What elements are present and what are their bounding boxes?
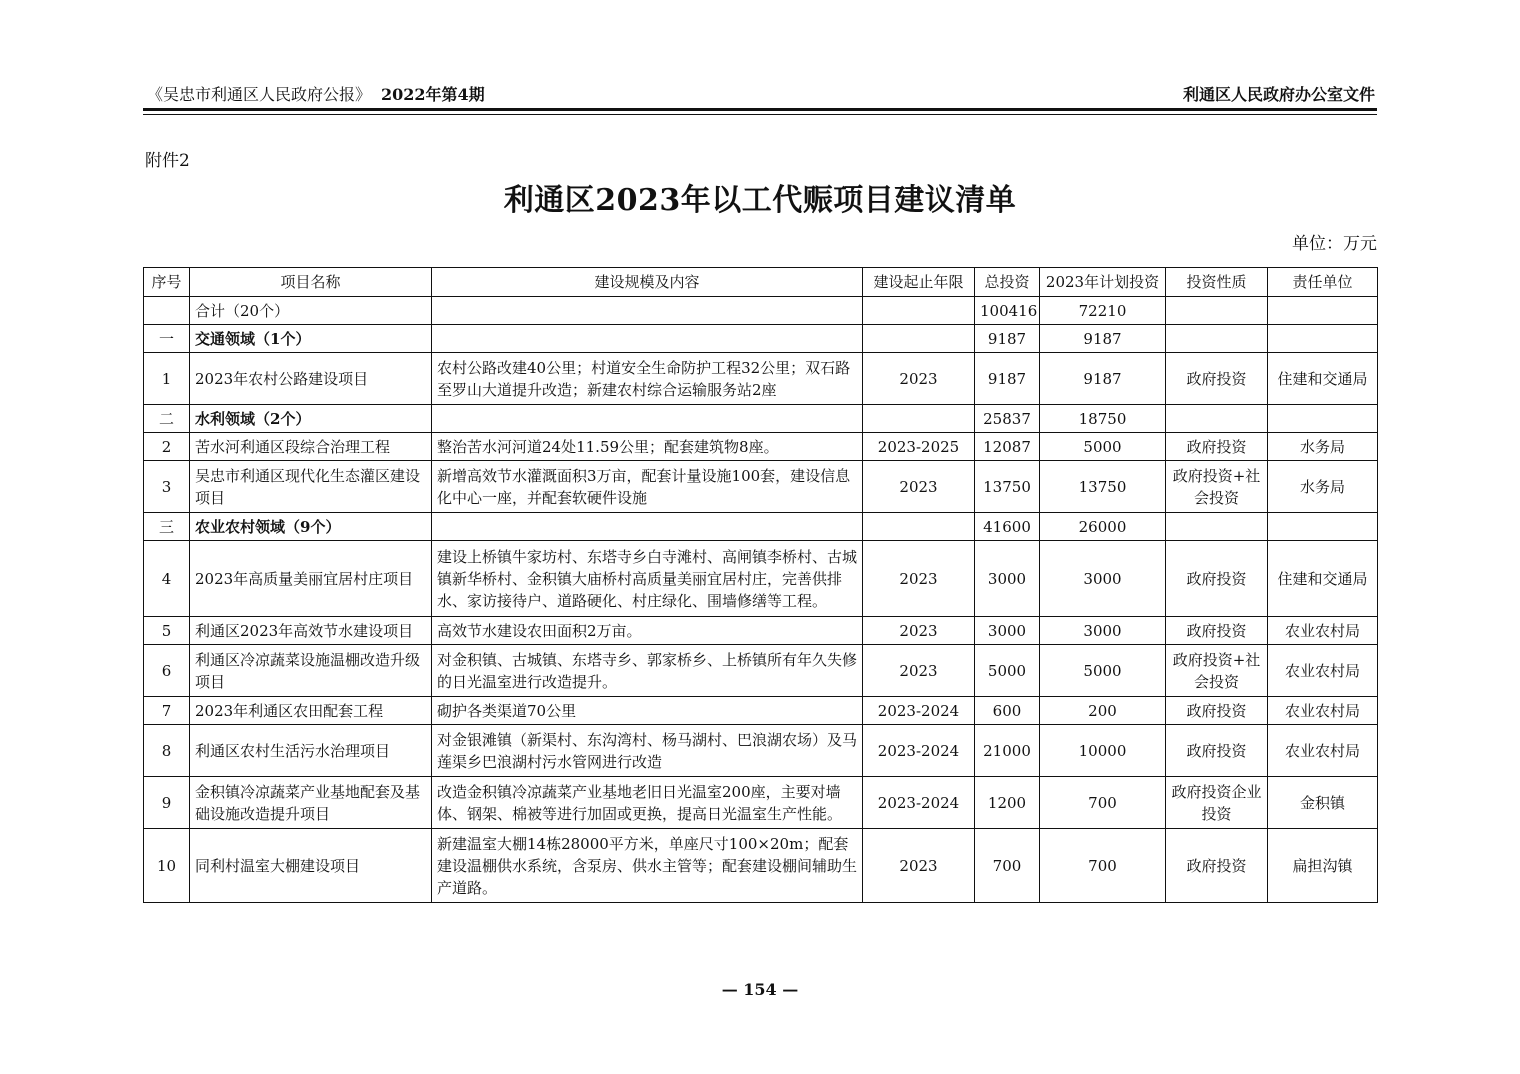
cell-nature: 政府投资 xyxy=(1166,433,1268,461)
table-row xyxy=(144,617,1378,645)
cell-unit xyxy=(1268,325,1378,353)
table-row xyxy=(144,461,1378,513)
cell-total: 600 xyxy=(975,697,1040,725)
cell-no: 10 xyxy=(144,829,190,903)
cell-content: 整治苦水河河道24处11.59公里；配套建筑物8座。 xyxy=(432,433,863,461)
cell-content: 砌护各类渠道70公里 xyxy=(432,697,863,725)
cell-total: 700 xyxy=(975,829,1040,903)
cell-period: 2023-2025 xyxy=(863,433,975,461)
cell-total: 5000 xyxy=(975,645,1040,697)
cell-period xyxy=(863,297,975,325)
cell-total: 25837 xyxy=(975,405,1040,433)
cell-name: 2023年农村公路建设项目 xyxy=(190,353,432,405)
cell-plan: 5000 xyxy=(1040,433,1166,461)
cell-period: 2023-2024 xyxy=(863,697,975,725)
cell-content: 农村公路改建40公里；村道安全生命防护工程32公里；双石路至罗山大道提升改造；新建农村综合运输服务站2座 xyxy=(432,353,863,405)
cell-nature xyxy=(1166,513,1268,541)
header-rule-thick xyxy=(143,108,1377,111)
cell-unit: 住建和交通局 xyxy=(1268,541,1378,617)
cell-total: 12087 xyxy=(975,433,1040,461)
col-header-content: 建设规模及内容 xyxy=(432,268,863,297)
cell-content xyxy=(432,325,863,353)
cell-content: 对金银滩镇（新渠村、东沟湾村、杨马湖村、巴浪湖农场）及马莲渠乡巴浪湖村污水管网进行改造 xyxy=(432,725,863,777)
table-row xyxy=(144,405,1378,433)
cell-no: 2 xyxy=(144,433,190,461)
cell-period: 2023 xyxy=(863,829,975,903)
cell-nature: 政府投资 xyxy=(1166,725,1268,777)
cell-name: 利通区2023年高效节水建设项目 xyxy=(190,617,432,645)
cell-total: 1200 xyxy=(975,777,1040,829)
cell-plan: 13750 xyxy=(1040,461,1166,513)
cell-nature: 政府投资 xyxy=(1166,829,1268,903)
col-header-unit: 责任单位 xyxy=(1268,268,1378,297)
cell-name: 吴忠市利通区现代化生态灌区建设项目 xyxy=(190,461,432,513)
cell-unit: 农业农村局 xyxy=(1268,645,1378,697)
table-row xyxy=(144,353,1378,405)
cell-period xyxy=(863,405,975,433)
col-header-nature: 投资性质 xyxy=(1166,268,1268,297)
col-header-total: 总投资 xyxy=(975,268,1040,297)
cell-no: 二 xyxy=(144,405,190,433)
col-header-name: 项目名称 xyxy=(190,268,432,297)
cell-nature: 政府投资+社会投资 xyxy=(1166,645,1268,697)
cell-plan: 700 xyxy=(1040,777,1166,829)
cell-no: 9 xyxy=(144,777,190,829)
cell-name: 苦水河利通区段综合治理工程 xyxy=(190,433,432,461)
cell-content: 改造金积镇冷凉蔬菜产业基地老旧日光温室200座，主要对墙体、钢架、棉被等进行加固或更换，提高日光温室生产性能。 xyxy=(432,777,863,829)
cell-total: 13750 xyxy=(975,461,1040,513)
cell-period: 2023 xyxy=(863,617,975,645)
table-row xyxy=(144,297,1378,325)
cell-name: 利通区农村生活污水治理项目 xyxy=(190,725,432,777)
cell-content: 新建温室大棚14栋28000平方米，单座尺寸100×20m；配套建设温棚供水系统，含泵房、供水主管等；配套建设棚间辅助生产道路。 xyxy=(432,829,863,903)
cell-period xyxy=(863,325,975,353)
col-header-plan: 2023年计划投资 xyxy=(1040,268,1166,297)
cell-plan: 5000 xyxy=(1040,645,1166,697)
cell-period: 2023 xyxy=(863,541,975,617)
cell-name: 合计（20个） xyxy=(190,297,432,325)
page-header xyxy=(143,78,1377,108)
cell-plan: 18750 xyxy=(1040,405,1166,433)
cell-nature: 政府投资 xyxy=(1166,697,1268,725)
cell-plan: 3000 xyxy=(1040,617,1166,645)
cell-plan: 9187 xyxy=(1040,353,1166,405)
cell-unit: 水务局 xyxy=(1268,461,1378,513)
cell-nature xyxy=(1166,297,1268,325)
cell-unit: 农业农村局 xyxy=(1268,725,1378,777)
cell-nature: 政府投资 xyxy=(1166,617,1268,645)
table-row xyxy=(144,777,1378,829)
cell-plan: 72210 xyxy=(1040,297,1166,325)
cell-unit xyxy=(1268,297,1378,325)
cell-plan: 10000 xyxy=(1040,725,1166,777)
cell-period: 2023 xyxy=(863,461,975,513)
cell-unit: 农业农村局 xyxy=(1268,617,1378,645)
cell-name: 水利领域（2个） xyxy=(190,405,432,433)
cell-content xyxy=(432,297,863,325)
cell-period: 2023-2024 xyxy=(863,725,975,777)
issuing-office: 利通区人民政府办公室文件 xyxy=(1182,85,1375,104)
col-header-period: 建设起止年限 xyxy=(863,268,975,297)
document-title: 利通区2023年以工代赈项目建议清单 xyxy=(503,183,1017,218)
table-header-row xyxy=(144,268,1378,297)
table-row xyxy=(144,541,1378,617)
attachment-label: 附件2 xyxy=(145,151,190,171)
page-number: — 154 — xyxy=(721,980,799,999)
journal-issue: 2022年第4期 xyxy=(381,85,485,104)
cell-period: 2023 xyxy=(863,645,975,697)
cell-unit: 住建和交通局 xyxy=(1268,353,1378,405)
cell-no: 7 xyxy=(144,697,190,725)
table-row xyxy=(144,325,1378,353)
cell-plan: 200 xyxy=(1040,697,1166,725)
cell-total: 9187 xyxy=(975,353,1040,405)
cell-plan: 9187 xyxy=(1040,325,1166,353)
table-row xyxy=(144,725,1378,777)
journal-title xyxy=(147,82,485,105)
cell-total: 3000 xyxy=(975,617,1040,645)
table-body xyxy=(144,297,1378,903)
journal-name: 《吴忠市利通区人民政府公报》 xyxy=(147,85,372,104)
cell-no: 5 xyxy=(144,617,190,645)
cell-name: 交通领域（1个） xyxy=(190,325,432,353)
cell-plan: 26000 xyxy=(1040,513,1166,541)
cell-plan: 700 xyxy=(1040,829,1166,903)
cell-unit: 农业农村局 xyxy=(1268,697,1378,725)
cell-content: 建设上桥镇牛家坊村、东塔寺乡白寺滩村、高闸镇李桥村、古城镇新华桥村、金积镇大庙桥村高质量美丽宜居村庄，完善供排水、家访接待户、道路硬化、村庄绿化、围墙修缮等工程。 xyxy=(432,541,863,617)
cell-nature: 政府投资企业投资 xyxy=(1166,777,1268,829)
cell-no: 3 xyxy=(144,461,190,513)
cell-total: 3000 xyxy=(975,541,1040,617)
cell-no: 一 xyxy=(144,325,190,353)
cell-name: 金积镇冷凉蔬菜产业基地配套及基础设施改造提升项目 xyxy=(190,777,432,829)
cell-content xyxy=(432,513,863,541)
cell-no: 4 xyxy=(144,541,190,617)
table-row xyxy=(144,433,1378,461)
cell-no: 6 xyxy=(144,645,190,697)
cell-unit: 扁担沟镇 xyxy=(1268,829,1378,903)
cell-nature: 政府投资+社会投资 xyxy=(1166,461,1268,513)
col-header-no: 序号 xyxy=(144,268,190,297)
cell-name: 2023年利通区农田配套工程 xyxy=(190,697,432,725)
cell-no: 1 xyxy=(144,353,190,405)
cell-name: 同利村温室大棚建设项目 xyxy=(190,829,432,903)
cell-name: 2023年高质量美丽宜居村庄项目 xyxy=(190,541,432,617)
cell-total: 21000 xyxy=(975,725,1040,777)
unit-label: 单位：万元 xyxy=(1292,234,1377,254)
cell-no: 三 xyxy=(144,513,190,541)
cell-content: 高效节水建设农田面积2万亩。 xyxy=(432,617,863,645)
cell-name: 利通区冷凉蔬菜设施温棚改造升级项目 xyxy=(190,645,432,697)
cell-total: 9187 xyxy=(975,325,1040,353)
table-row xyxy=(144,697,1378,725)
cell-nature: 政府投资 xyxy=(1166,541,1268,617)
cell-content: 新增高效节水灌溉面积3万亩，配套计量设施100套，建设信息化中心一座，并配套软硬件设施 xyxy=(432,461,863,513)
table-row xyxy=(144,645,1378,697)
cell-total: 41600 xyxy=(975,513,1040,541)
cell-unit xyxy=(1268,513,1378,541)
cell-plan: 3000 xyxy=(1040,541,1166,617)
cell-content xyxy=(432,405,863,433)
cell-nature xyxy=(1166,325,1268,353)
cell-nature xyxy=(1166,405,1268,433)
cell-nature: 政府投资 xyxy=(1166,353,1268,405)
cell-period: 2023-2024 xyxy=(863,777,975,829)
table-row xyxy=(144,513,1378,541)
cell-no xyxy=(144,297,190,325)
cell-no: 8 xyxy=(144,725,190,777)
cell-unit xyxy=(1268,405,1378,433)
cell-content: 对金积镇、古城镇、东塔寺乡、郭家桥乡、上桥镇所有年久失修的日光温室进行改造提升。 xyxy=(432,645,863,697)
cell-period xyxy=(863,513,975,541)
cell-name: 农业农村领域（9个） xyxy=(190,513,432,541)
header-rule-thin xyxy=(143,114,1377,115)
table-row xyxy=(144,829,1378,903)
cell-period: 2023 xyxy=(863,353,975,405)
cell-unit: 水务局 xyxy=(1268,433,1378,461)
cell-total: 100416 xyxy=(975,297,1040,325)
cell-unit: 金积镇 xyxy=(1268,777,1378,829)
project-table xyxy=(143,267,1378,903)
